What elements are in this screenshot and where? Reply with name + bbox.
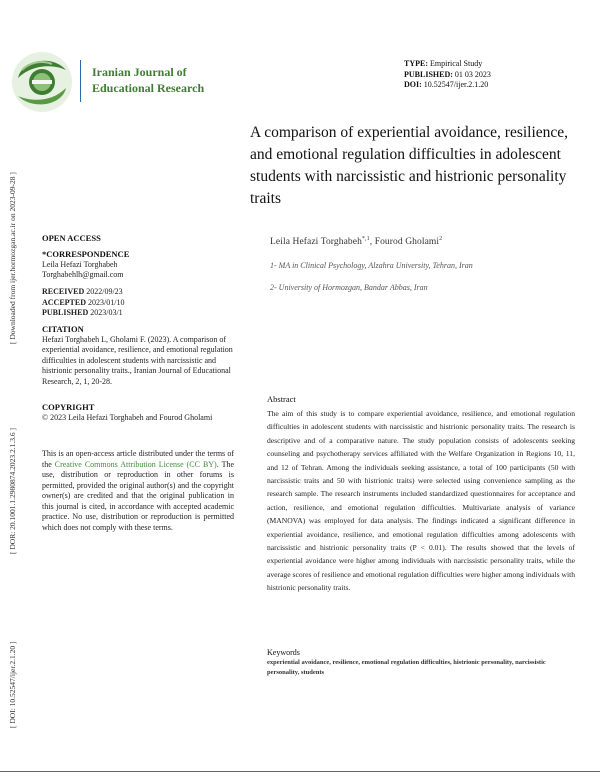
affiliation-1: 1- MA in Clinical Psychology, Alzahra University, Tehran, Iran [270, 261, 473, 270]
abstract-text: The aim of this study is to compare experiential avoidance, resilience, and emotional regulation difficulties in adolescent students with narcissistic and histrionic personality traits. The research is descriptive and of a comparative nature. The study population consists of adolescents seeking counseling and psychotherapy services affiliated with the Welfare Organization in Regions 10, 11, and 12 of Tehran. Among the individuals seeking assistance, a total of 100 participants (50 with narcissistic traits and 50 with histrionic traits) were selected using convenience sampling as the research sample. The research instruments included standardized questionnaires for acceptance and action, resilience, and emotional regulation difficulties. Multivariate analysis of variance (MANOVA) was employed for data analysis. The findings indicated a significant difference in experiential avoidance, resilience, and emotional regulation difficulties among adolescents with narcissistic and histrionic personality traits (P < 0.01). The results showed that the levels of experiential avoidance were higher among individuals with narcissistic personality traits, while the average scores of resilience and emotional regulation difficulties were higher among individuals with histrionic personality traits. [267, 409, 575, 593]
abstract-heading: Abstract [267, 394, 296, 404]
dates-block: RECEIVED 2022/09/23 ACCEPTED 2023/01/10 PUBLISHED 2023/03/1 [42, 287, 125, 317]
citation-text: Hefazi Torghabeh L, Gholami F. (2023). A comparison of experiential avoidance, resilience, and emotional regulation difficulties in adolescent students with narcissistic and histrionic personality traits., Iranian Journal of Educational Research, 2, 1, 20-28. [42, 334, 233, 386]
keywords-text: experiential avoidance, resilience, emotional regulation difficulties, histrionic personality, narcissistic personality, students [267, 659, 546, 676]
logo-divider [80, 60, 81, 102]
publish-date: 01 03 2023 [454, 69, 491, 79]
journal-logo [8, 48, 76, 116]
license-text: This is an open-access article distributed under the terms of the Creative Commons Attribution License (CC BY). The use, distribution or reproduction in other forums is permitted, provided the original author(s) and the copyright owner(s) are credited and that the original publication in this journal is cited, in accordance with accepted academic practice. No use, distribution or reproduction is permitted which does not comply with these terms. [42, 449, 235, 532]
license-link[interactable]: Creative Commons Attribution License (CC BY) [54, 459, 217, 469]
authors: Leila Hefazi Torghabeh$^{*,1}$, Fourod Gholami$^2$ [270, 236, 443, 248]
accepted-date: 2023/01/10 [88, 297, 125, 307]
copyright-text: © 2023 Leila Hefazi Torghabeh and Fourod Gholami [42, 412, 213, 422]
footer-rule [0, 771, 600, 772]
received-date: 2022/09/23 [86, 287, 123, 296]
published-date: 2023/03/1 [90, 308, 123, 317]
open-access-label: OPEN ACCESS [42, 233, 101, 243]
correspondence-block: *CORRESPONDENCE Leila Hefazi Torghabeh Torghabehlh@gmail.com [42, 249, 234, 281]
keywords-heading: Keywords [267, 648, 300, 657]
doi: 10.52547/ijer.2.1.20 [423, 80, 489, 89]
side-dor: [ DOR: 20.1001.1.2980874.2023.2.1.3.6 ] [8, 427, 17, 554]
journal-name: Iranian Journal of Educational Research [92, 65, 205, 95]
side-doi: [ DOI: 10.52547/ijer.2.1.20 ] [8, 641, 17, 728]
author-2: Fourod Gholami [374, 237, 440, 248]
article-title: A comparison of experiential avoidance, resilience, and emotional regulation difficulties in adolescent students with narcissistic and histrionic personality traits [250, 124, 569, 207]
correspondence-email: Torghabehlh@gmail.com [42, 270, 124, 279]
correspondence-name: Leila Hefazi Torghabeh [42, 259, 118, 269]
article-meta: TYPE: Empirical Study PUBLISHED: 01 03 2023 DOI: 10.52547/ijer.2.1.20 [404, 59, 491, 89]
side-downloaded: [ Downloaded from ijer.hormozgan.ac.ir on 2023-09-28 ] [8, 172, 17, 344]
copyright-block: COPYRIGHT © 2023 Leila Hefazi Torghabeh and Fourod Gholami [42, 402, 234, 423]
citation-block: CITATION Hefazi Torghabeh L, Gholami F. (2023). A comparison of experiential avoidance, resilience, and emotional regulation difficulties in adolescent students with narcissistic and histrionic personality traits., Iranian Journal of Educational Research, 2, 1, 20-28. [42, 324, 233, 386]
author-1: Leila Hefazi Torghabeh [270, 237, 362, 248]
affiliation-2: 2- University of Hormozgan, Bandar Abbas, Iran [270, 283, 428, 292]
article-type: Empirical Study [430, 59, 483, 68]
